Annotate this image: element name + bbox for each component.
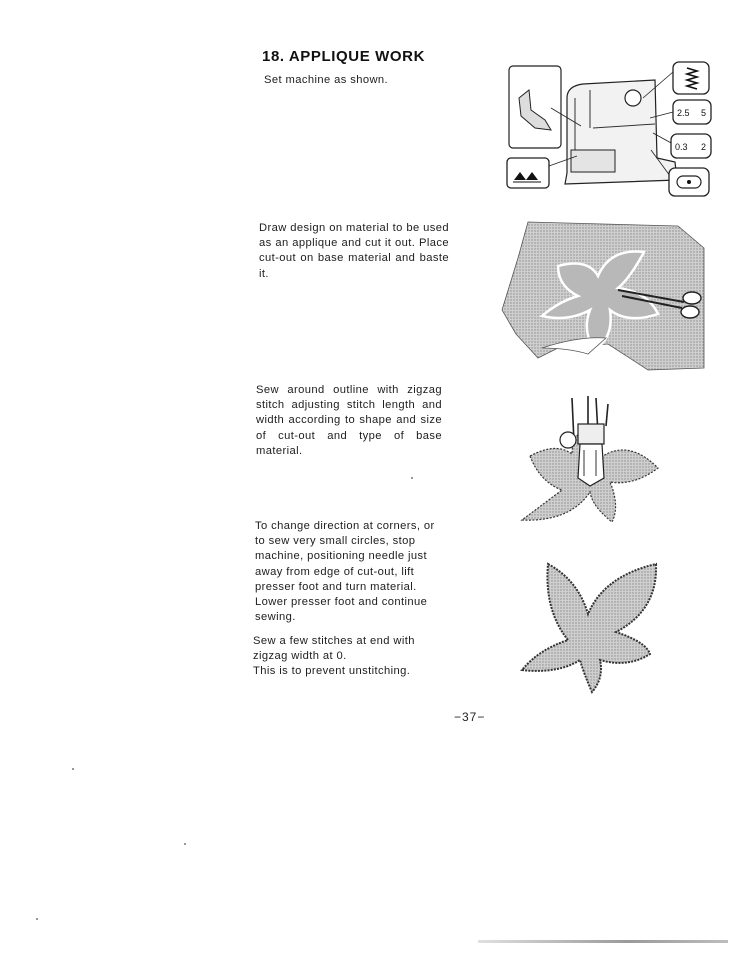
stitch-length-value: 2.5	[677, 108, 690, 118]
page-number: −37−	[454, 710, 486, 724]
cutout-fabric-illustration	[498, 218, 708, 374]
end-instruction-text: Sew a few stitches at end with zigzag width at 0.	[253, 635, 415, 663]
presser-foot-inset	[509, 66, 561, 148]
section-title: 18. APPLIQUE WORK	[262, 48, 425, 65]
draw-instruction: Draw design on material to be used as an applique and cut it out. Place cut-out on base material and baste it.	[259, 222, 449, 280]
stitch-width-value: 0.3	[675, 142, 688, 152]
machine-settings-illustration	[505, 58, 715, 208]
scan-speck	[72, 768, 74, 770]
presser-foot-icon	[519, 90, 551, 130]
feed-dog-box	[507, 158, 549, 188]
finished-applique-illustration	[518, 556, 664, 696]
scan-speck	[36, 918, 38, 920]
sew-instruction: Sew around outline with zigzag stitch adjusting stitch length and width according to shape and size of cut-out and type of base material.	[256, 384, 442, 457]
setup-instruction: Set machine as shown.	[264, 74, 389, 86]
scan-edge-rule	[478, 940, 728, 943]
finished-leaf-shape	[522, 564, 656, 692]
zigzag-sewing-illustration	[516, 394, 666, 532]
end-instruction	[253, 634, 443, 680]
scan-speck	[184, 843, 186, 845]
scan-speck	[411, 477, 413, 479]
end-instruction-note: This is to prevent unstitching.	[253, 665, 411, 678]
needle-position-button-icon	[687, 180, 691, 184]
stitch-length-alt-value: 5	[701, 108, 707, 118]
handwheel-icon	[625, 90, 641, 106]
corners-instruction: To change direction at corners, or to sew very small circles, stop machine, positioning needle just away from edge of cut-out, lift presser foot and turn material. Lower presser foot and continue sewing.	[255, 520, 435, 624]
stitch-width-alt-value: 2	[701, 142, 707, 152]
